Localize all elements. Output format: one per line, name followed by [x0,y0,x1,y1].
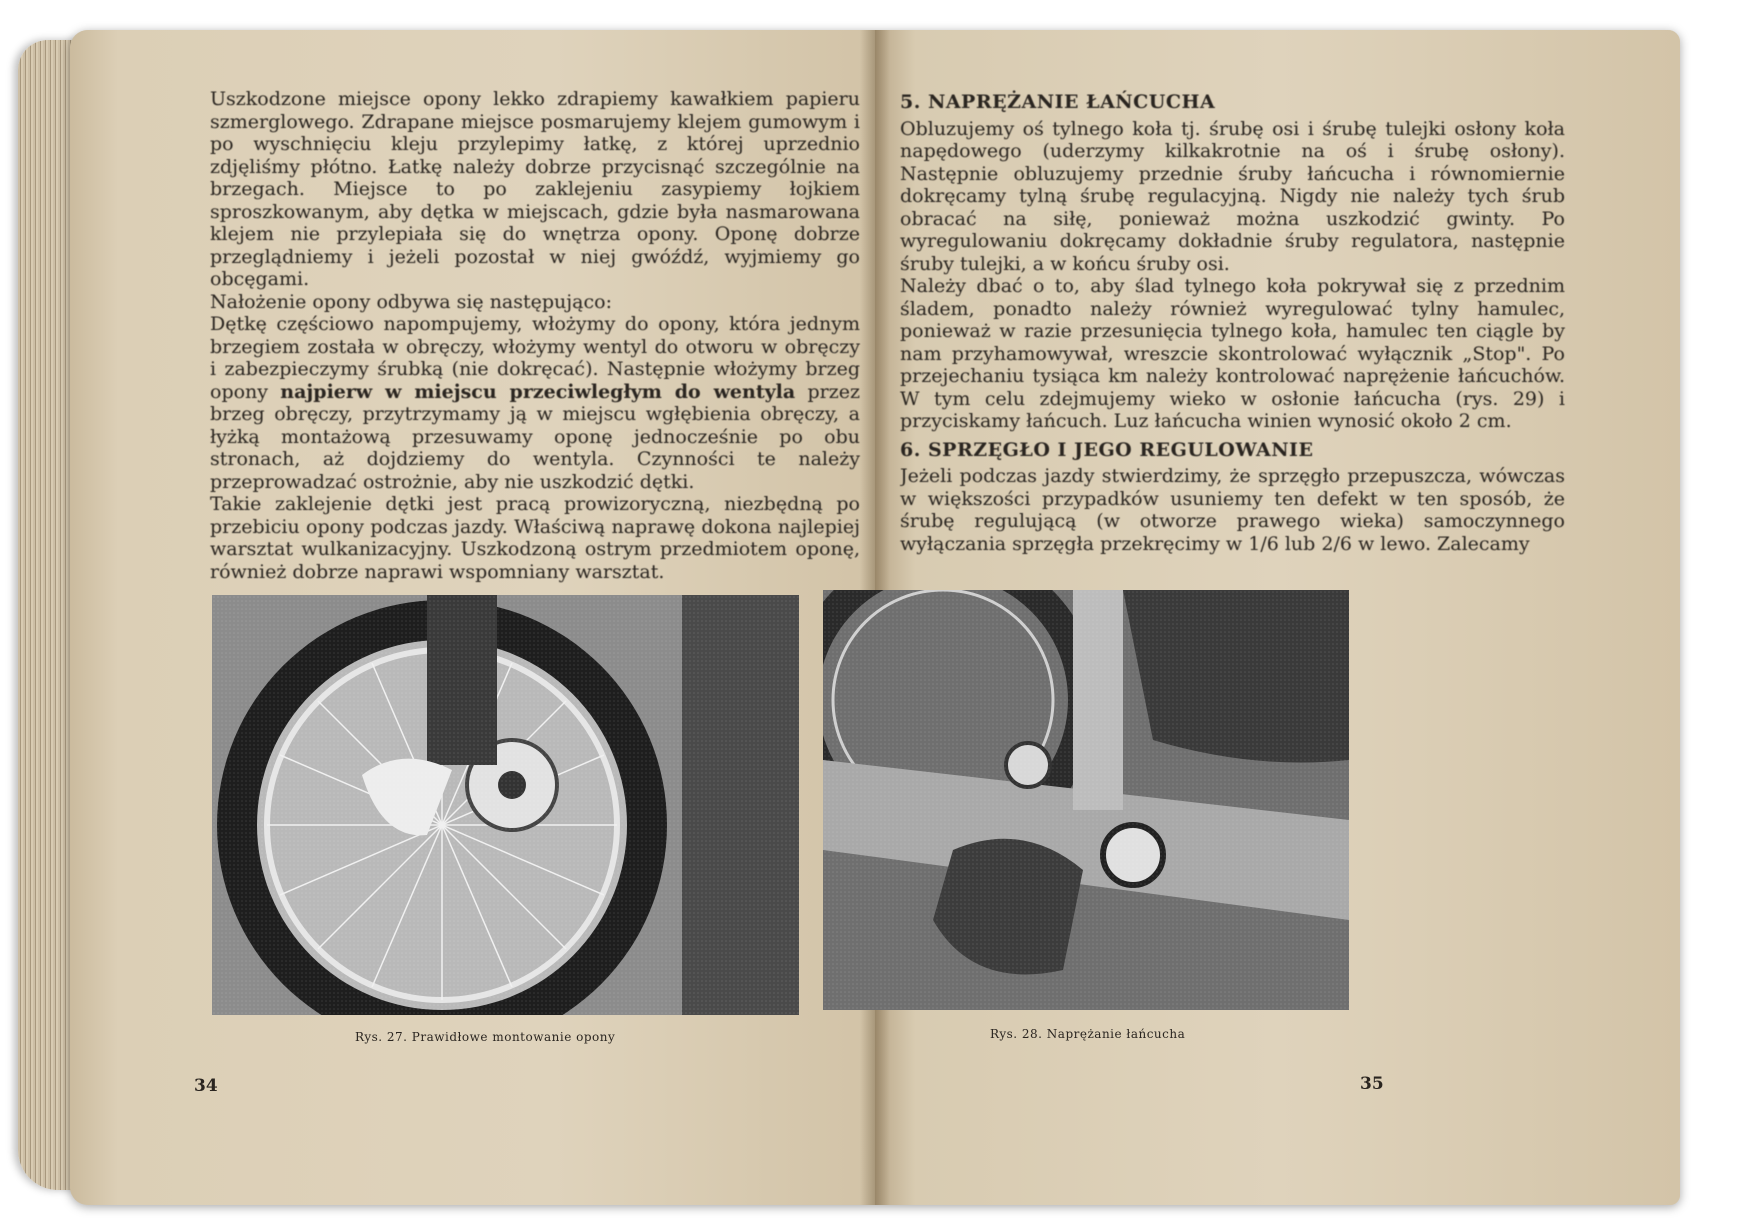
right-paragraph-2: Należy dbać o to, aby ślad tylnego koła pokrywał się z przednim śladem, ponadto należy również wyregulować tylny hamulec, ponieważ w razie przesunięcia tylnego koła, hamulec ten ciągle by nam przyhamowywał, wreszcie skontrolować wyłącznik „Stop". Po przejechaniu tysiąca km należy kontrolować naprężenie łańcuchów. W tym celu zdejmujemy wieko w osłonie łańcucha (rys. 29) i przyciskamy łańcuch. Luz łańcucha winien wynosić około 2 cm. [900,275,1565,432]
left-paragraph-1: Uszkodzone miejsce opony lekko zdrapiemy kawałkiem papieru szmerglowego. Zdrapane miejsce posmarujemy klejem gumowym i po wyschnięciu kleju przylepimy łatkę, z której uprzednio zdjęliśmy płótno. Łatkę należy dobrze przycisnąć szczególnie na brzegach. Miejsce to po zaklejeniu zasypiemy łojkiem sproszkowanym, aby dętka w miejscach, gdzie była nasmarowana klejem nie przylepiała się do wnętrza opony. Oponę dobrze przeglądniemy i jeżeli pozostał w niej gwóźdź, wyjmiemy go obcęgami. [210,88,860,290]
left-paragraph-3 [210,313,860,493]
left-paragraph-2: Nałożenie opony odbywa się następująco: [210,290,612,313]
left-page-number: 34 [194,1076,218,1096]
right-figure-caption: Rys. 28. Naprężanie łańcucha [990,1027,1186,1041]
p3-after: przez brzeg obręczy, przytrzymamy ją w miejscu wgłębienia obręczy, a łyżką montażową przesuwamy oponę jednocześnie po obu stronach, aż dojdziemy do wentyla. Czynności te należy przeprowadzać ostrożnie, aby nie uszkodzić dętki. [210,380,860,493]
right-paragraph-3: Jeżeli podczas jazdy stwierdzimy, że sprzęgło przepuszcza, wówczas w większości przypadków usuniemy ten defekt w ten sposób, że śrubę regulującą (w otworze prawego wieka) samoczynnego wyłączania sprzęgła przekręcimy w 1/6 lub 2/6 w lewo. Zalecamy [900,465,1565,555]
right-page-text [900,85,1565,555]
right-paragraph-1: Obluzujemy oś tylnego koła tj. śrubę osi i śrubę tulejki osłony koła napędowego (uderzymy kilkakrotnie na oś i śrubę osłony). Następnie obluzujemy przednie śruby łańcucha i równomiernie dokręcamy tylną śrubę regulacyjną. Nigdy nie należy tych śrub obracać na siłę, ponieważ można uszkodzić gwinty. Po wyregulowaniu dokręcamy dokładnie śruby regulatora, następnie śruby tulejki, a w końcu śruby osi. [900,117,1565,275]
p3-before: Dętkę częściowo napompujemy, włożymy do opony, która jednym brzegiem została w obręczy, włożymy wentyl do otworu w obręczy i zabezpieczymy śrubką (nie dokręcać). Następnie włożymy brzeg opony [210,313,860,403]
chain-illustration [823,590,1349,1010]
section-heading-chain: 5. NAPRĘŻANIE ŁAŃCUCHA [900,91,1216,113]
left-paragraph-4: Takie zaklejenie dętki jest pracą prowizoryczną, niezbędną po przebiciu opony podczas jazdy. Właściwą naprawę dokona najlepiej warsztat wulkanizacyjny. Uszkodzoną ostrym przedmiotem oponę, również dobrze naprawi wspomniany warsztat. [210,493,860,583]
left-page-text [210,88,860,583]
figure-tire-photo [212,595,799,1015]
section-heading-clutch: 6. SPRZĘGŁO I JEGO REGULOWANIE [900,438,1314,461]
book-spread [70,30,1680,1205]
tire-illustration [212,595,799,1015]
right-page-number: 35 [1360,1074,1384,1094]
figure-chain-photo [823,590,1349,1010]
p3-bold: najpierw w miejscu przeciwległym do wentyla [280,380,796,403]
left-figure-caption: Rys. 27. Prawidłowe montowanie opony [355,1030,616,1044]
